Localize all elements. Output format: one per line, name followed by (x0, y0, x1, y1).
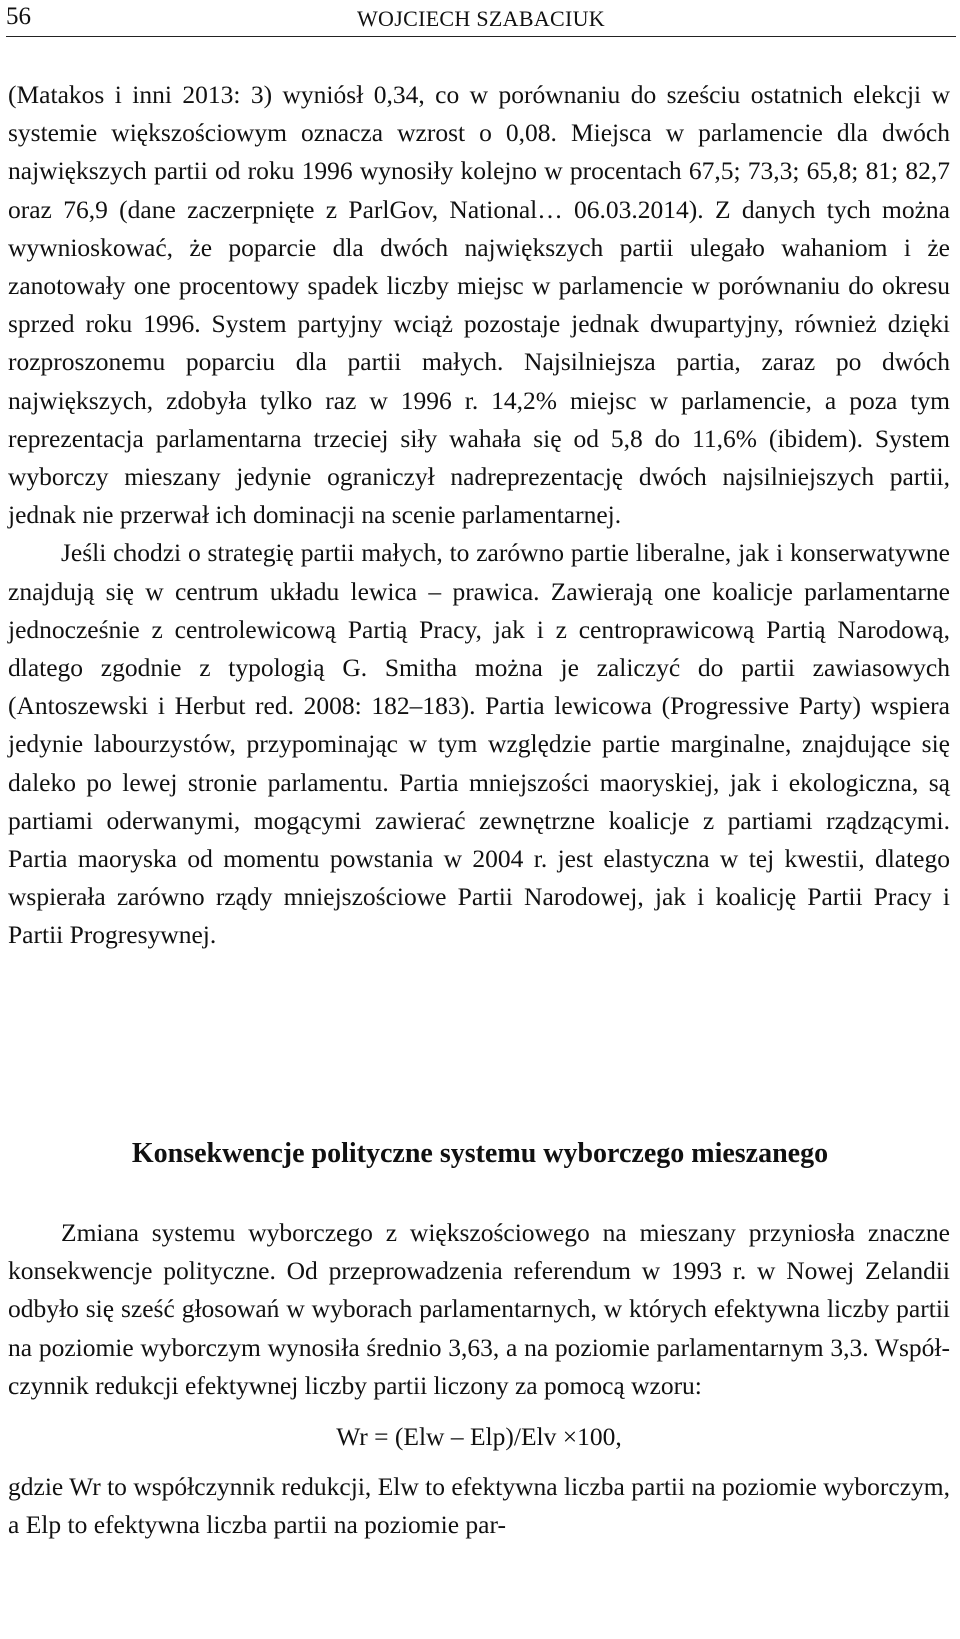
section-text-block (8, 1214, 950, 1544)
main-text-block (8, 76, 950, 955)
page-number: 56 (6, 3, 31, 30)
section-heading: Konsekwencje polityczne systemu wyborczego mieszanego (131, 1138, 829, 1169)
formula: Wr = (Elw – Elp)/Elv ×100, (336, 1422, 622, 1452)
body-paragraph: (Matakos i inni 2013: 3) wyniósł 0,34, co w porównaniu do sześciu ostatnich elekcji w systemie większościowym oznacza wzrost o 0,08. Miejsca w parlamencie dla dwóch największych partii od roku 1996 wynosiły kolejno w procentach 67,5; 73,3; 65,8; 81; 82,7 oraz 76,9 (dane zaczerpnięte z ParlGov, National… 06.03.2014). Z danych tych można wywnioskować, że poparcie dla dwóch największych partii ulegało wahaniom i że zanotowały one procentowy spadek liczby miejsc w parlamencie w porównaniu do okresu sprzed roku 1996. System partyjny wciąż pozostaje jednak dwupartyjny, również dzięki rozproszonemu poparciu dla partii małych. Najsilniejsza partia, zaraz po dwóch największych, zdobyła tylko raz w 1996 r. 14,2% miejsc w parlamencie, a poza tym reprezentacja parlamentarna trzeciej siły wahała się od 5,8 do 11,6% (ibidem). System wyborczy mieszany jedynie ograniczył nadreprezentację dwóch najsilniejszych partii, jednak nie przerwał ich dominacji na scenie parlamentarnej. (8, 80, 950, 530)
body-paragraph: Jeśli chodzi o strategię partii małych, to zarówno partie liberalne, jak i konserwatywne znajdują się w centrum układu lewica – prawica. Zawierają one koalicje parlamentarne jednocześnie z centrolewicową Partią Pracy, jak i z centroprawicową Partią Narodową, dlatego zgodnie z typologią G. Smitha można je zaliczyć do partii zawiasowych (Antoszewski i Herbut red. 2008: 182–183). Partia lewicowa (Progressive Party) wspiera jedynie labourzystów, przypominając w tym względzie partie marginalne, znajdujące się daleko po lewej stronie parlamentu. Partia mniejszości maoryskiej, jak i ekologiczna, są partiami oderwanymi, mogącymi zawierać zewnętrzne koalicje z partiami rządzącymi. Partia maoryska od momentu powstania w 2004 r. jest elastyczna w tej kwestii, dlatego wspierała zarówno rządy mniejszościowe Partii Narodowej, jak i koalicję Partii Pracy i Partii Progresywnej. (8, 538, 950, 950)
body-paragraph: Zmiana systemu wyborczego z większościowego na mieszany przyniosła znaczne konsekwencje polityczne. Od przeprowadzenia referendum w 1993 r. w Nowej Zelandii odbyło się sześć głosowań w wyborach parlamentarnych, w których efektywna liczby partii na poziomie wyborczym wynosiła średnio 3,63, a na poziomie parlamentarnym 3,3. Współczynnik redukcji efektywnej liczby partii liczony za pomocą wzoru: (8, 1218, 950, 1400)
running-header-author: WOJCIECH SZABACIUK (356, 6, 605, 31)
body-paragraph: gdzie Wr to współczynnik redukcji, Elw to efektywna liczba partii na poziomie wyborczym, a Elp to efektywna liczba partii na poziomie par- (8, 1472, 950, 1540)
running-header (6, 0, 956, 37)
